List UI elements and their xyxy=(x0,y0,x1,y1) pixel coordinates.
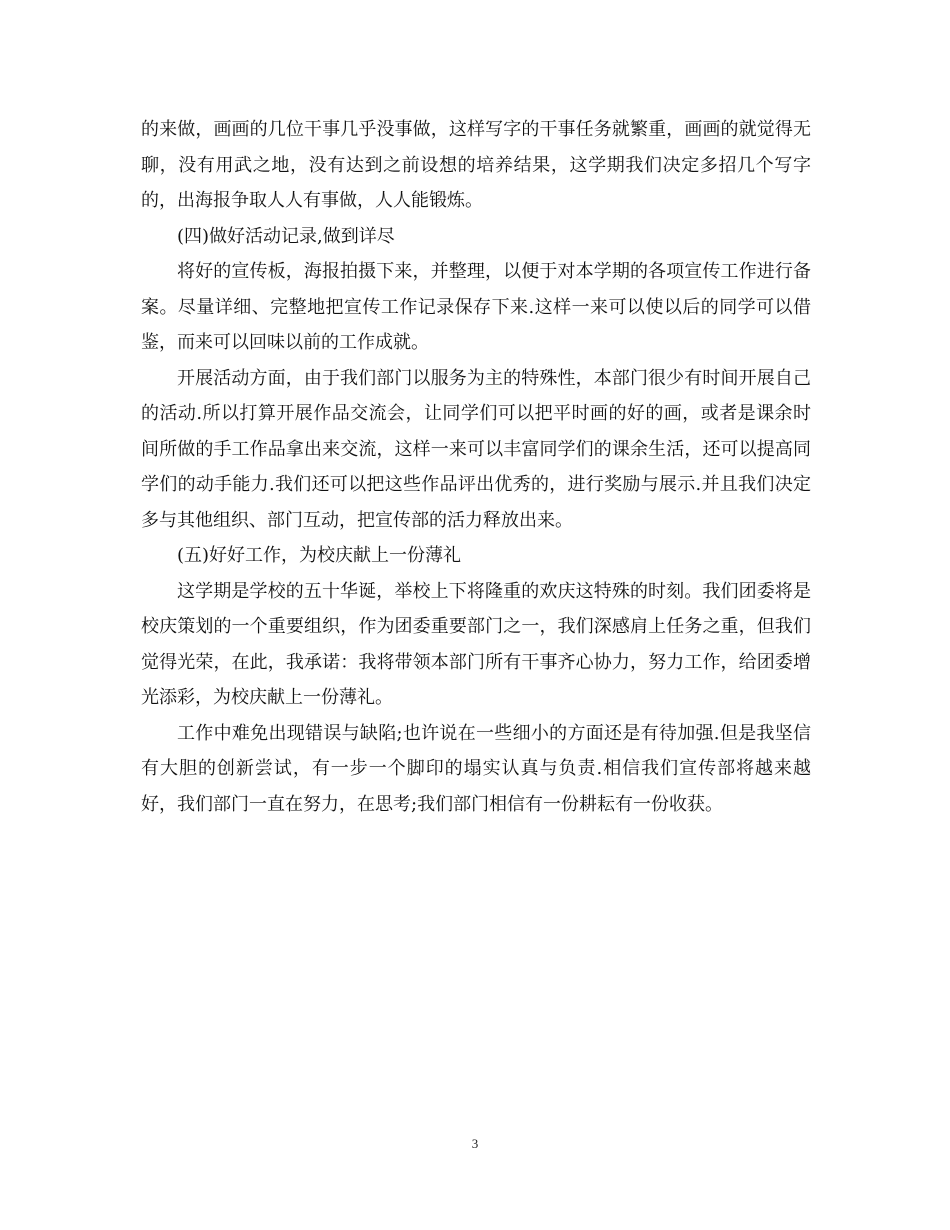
document-body xyxy=(141,112,811,822)
body-paragraph: 将好的宣传板，海报拍摄下来，并整理，以便于对本学期的各项宣传工作进行备案。尽量详细、完整地把宣传工作记录保存下来.这样一来可以使以后的同学可以借鉴，而来可以回味以前的工作成就。 xyxy=(141,261,811,353)
page-number: 3 xyxy=(471,1136,479,1151)
section-heading-four: (四)做好活动记录,做到详尽 xyxy=(177,225,395,247)
body-paragraph: 这学期是学校的五十华诞，举校上下将隆重的欢庆这特殊的时刻。我们团委将是校庆策划的一个重要组织，作为团委重要部门之一，我们深感肩上任务之重，但我们觉得光荣，在此，我承诺：我将带领本部门所有干事齐心协力，努力工作，给团委增光添彩，为校庆献上一份薄礼。 xyxy=(141,580,811,708)
body-paragraph: 工作中难免出现错误与缺陷;也许说在一些细小的方面还是有待加强.但是我坚信有大胆的创新尝试，有一步一个脚印的塌实认真与负责.相信我们宣传部将越来越好，我们部门一直在努力，在思考;我们部门相信有一份耕耘有一份收获。 xyxy=(141,722,811,815)
body-paragraph: 的来做，画画的几位干事几乎没事做，这样写字的干事任务就繁重，画画的就觉得无聊，没有用武之地，没有达到之前设想的培养结果，这学期我们决定多招几个写字的，出海报争取人人有事做，人人能锻炼。 xyxy=(141,119,811,211)
section-heading-five: (五)好好工作，为校庆献上一份薄礼 xyxy=(177,545,462,566)
body-paragraph: 开展活动方面，由于我们部门以服务为主的特殊性，本部门很少有时间开展自己的活动.所以打算开展作品交流会，让同学们可以把平时画的好的画，或者是课余时间所做的手工作品拿出来交流，这样一来可以丰富同学们的课余生活，还可以提高同学们的动手能力.我们还可以把这些作品评出优秀的，进行奖励与展示.并且我们决定多与其他组织、部门互动，把宣传部的活力释放出来。 xyxy=(141,367,811,531)
